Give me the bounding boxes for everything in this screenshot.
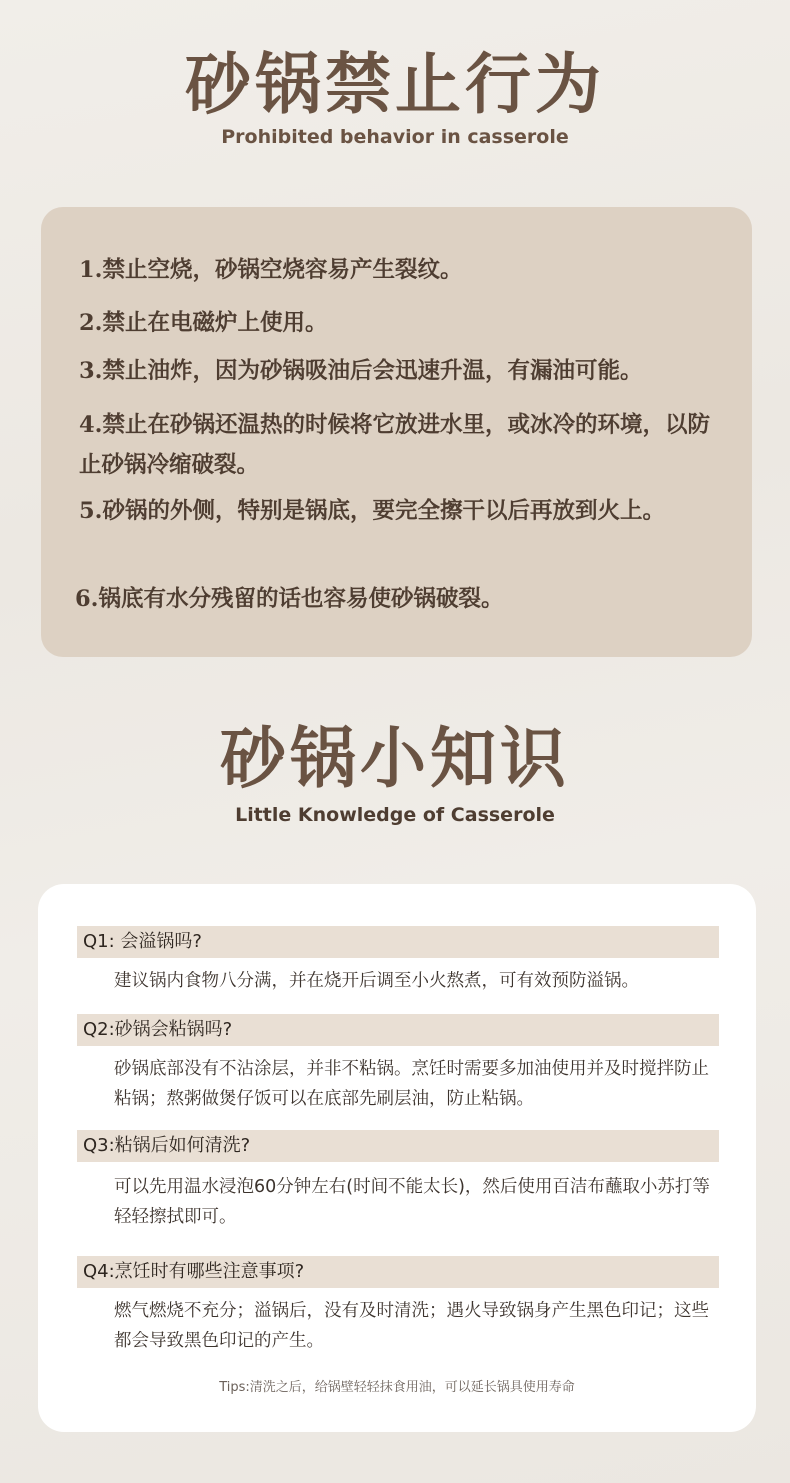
answer-text: 可以先用温水浸泡60分钟左右(时间不能太长)，然后使用百洁布蘸取小苏打等轻轻擦拭即可。 bbox=[114, 1177, 710, 1227]
rule-item: 3.禁止油炸，因为砂锅吸油后会迅速升温，有漏油可能。 bbox=[79, 358, 643, 384]
answer-text: 建议锅内食物八分满，并在烧开后调至小火熬煮，可有效预防溢锅。 bbox=[114, 971, 639, 991]
rule-item: 1.禁止空烧，砂锅空烧容易产生裂纹。 bbox=[79, 257, 463, 283]
section-title-prohibited: 砂锅禁止行为 bbox=[185, 45, 605, 123]
rule-item: 2.禁止在电磁炉上使用。 bbox=[79, 310, 328, 336]
section-subtitle-prohibited: Prohibited behavior in casserole bbox=[221, 126, 569, 148]
answer-text: 燃气燃烧不充分；溢锅后，没有及时清洗；遇火导致锅身产生黑色印记；这些都会导致黑色印记的产生。 bbox=[114, 1301, 709, 1351]
section-title-knowledge: 砂锅小知识 bbox=[220, 719, 570, 797]
rule-item: 6.锅底有水分残留的话也容易使砂锅破裂。 bbox=[75, 586, 504, 612]
question-bar: Q3:粘锅后如何清洗? bbox=[77, 1130, 719, 1162]
prohibited-rules-card bbox=[41, 207, 752, 657]
question-bar: Q4:烹饪时有哪些注意事项? bbox=[77, 1256, 719, 1288]
question-bar: Q1: 会溢锅吗? bbox=[77, 926, 719, 958]
tips-text: Tips:清洗之后，给锅壁轻轻抹食用油，可以延长锅具使用寿命 bbox=[219, 1380, 575, 1395]
knowledge-qa-card bbox=[38, 884, 756, 1432]
answer-text: 砂锅底部没有不沾涂层，并非不粘锅。烹饪时需要多加油使用并及时搅拌防止粘锅；熬粥做煲仔饭可以在底部先刷层油，防止粘锅。 bbox=[114, 1059, 709, 1109]
rule-item: 4.禁止在砂锅还温热的时候将它放进水里，或冰冷的环境，以防止砂锅冷缩破裂。 bbox=[79, 412, 710, 478]
question-bar: Q2:砂锅会粘锅吗? bbox=[77, 1014, 719, 1046]
rule-item: 5.砂锅的外侧，特别是锅底，要完全擦干以后再放到火上。 bbox=[79, 498, 665, 524]
section-subtitle-knowledge: Little Knowledge of Casserole bbox=[235, 804, 555, 826]
